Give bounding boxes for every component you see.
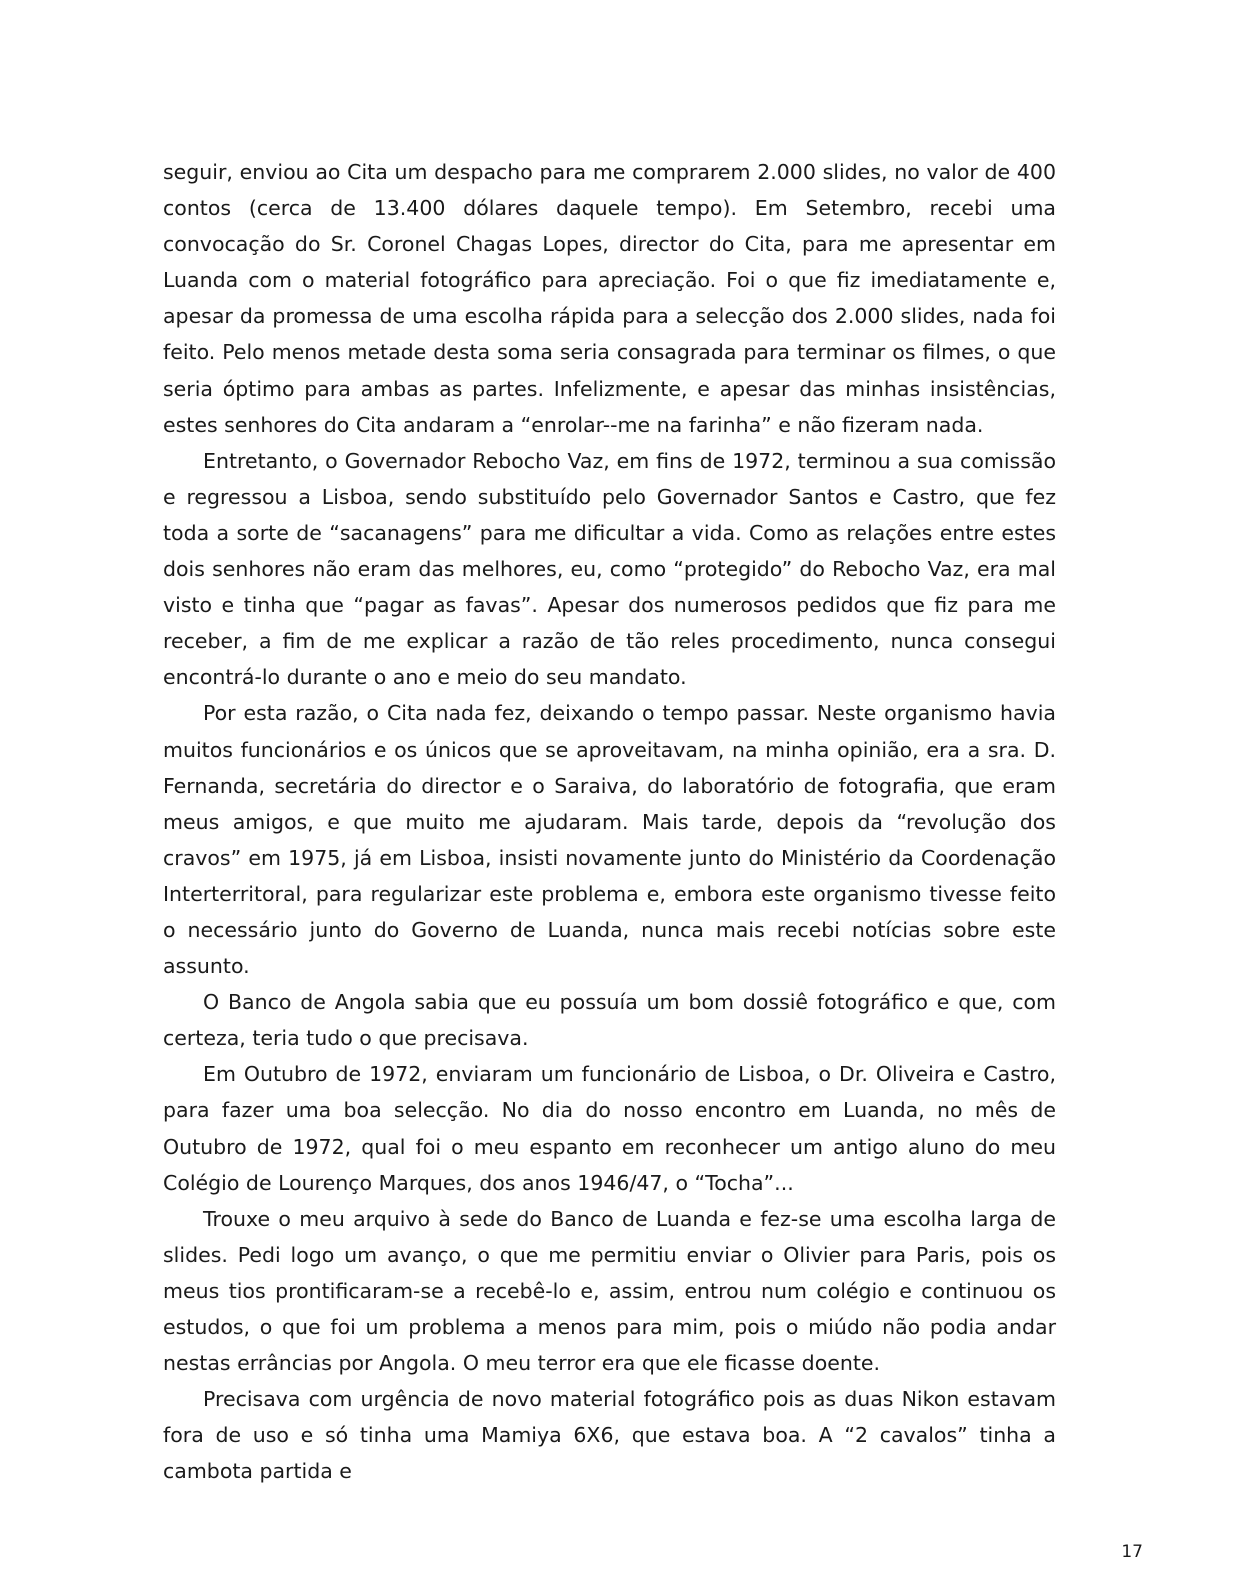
paragraph: O Banco de Angola sabia que eu possuía um bom dossiê fotográfico e que, com certeza, teria tudo o que precisava. [163,990,1056,1051]
paragraph: Entretanto, o Governador Rebocho Vaz, em fins de 1972, terminou a sua comissão e regressou a Lisboa, sendo substituído pelo Governador Santos e Castro, que fez toda a sorte de “sacanagens” para me dificultar a vida. Como as relações entre estes dois senhores não eram das melhores, eu, como “protegido” do Rebocho Vaz, era mal visto e tinha que “pagar as favas”. Apesar dos numerosos pedidos que fiz para me receber, a fim de me explicar a razão de tão reles procedimento, nunca consegui encontrá-lo durante o ano e meio do seu mandato. [163,448,1056,690]
paragraph: Por esta razão, o Cita nada fez, deixando o tempo passar. Neste organismo havia muitos funcionários e os únicos que se aproveitavam, na minha opinião, era a sra. D. Fernanda, secretária do director e o Saraiva, do laboratório de fotografia, que eram meus amigos, e que muito me ajudaram. Mais tarde, depois da “revolução dos cravos” em 1975, já em Lisboa, insisti novamente junto do Ministério da Coordenação Interterritoral, para regularizar este problema e, embora este organismo tivesse feito o necessário junto do Governo de Luanda, nunca mais recebi notícias sobre este assunto. [163,701,1056,979]
paragraph: Precisava com urgência de novo material fotográfico pois as duas Nikon estavam fora de uso e só tinha uma Mamiya 6X6, que estava boa. A “2 cavalos” tinha a cambota partida e [163,1387,1056,1484]
paragraph: Em Outubro de 1972, enviaram um funcionário de Lisboa, o Dr. Oliveira e Castro, para fazer uma boa selecção. No dia do nosso encontro em Luanda, no mês de Outubro de 1972, qual foi o meu espanto em reconhecer um antigo aluno do meu Colégio de Lourenço Marques, dos anos 1946/47, o “Tocha”... [163,1062,1056,1195]
page-number: 17 [1121,1542,1143,1562]
body-text [163,154,1056,1489]
paragraph: Trouxe o meu arquivo à sede do Banco de Luanda e fez-se uma escolha larga de slides. Pedi logo um avanço, o que me permitiu enviar o Olivier para Paris, pois os meus tios prontificaram-se a recebê-lo e, assim, entrou num colégio e continuou os estudos, o que foi um problema a menos para mim, pois o miúdo não podia andar nestas errâncias por Angola. O meu terror era que ele ficasse doente. [163,1206,1056,1376]
paragraph: seguir, enviou ao Cita um despacho para me comprarem 2.000 slides, no valor de 400 contos (cerca de 13.400 dólares daquele tempo). Em Setembro, recebi uma convocação do Sr. Coronel Chagas Lopes, director do Cita, para me apresentar em Luanda com o material fotográfico para apreciação. Foi o que fiz imediatamente e, apesar da promessa de uma escolha rápida para a selecção dos 2.000 slides, nada foi feito. Pelo menos metade desta soma seria consagrada para terminar os filmes, o que seria óptimo para ambas as partes. Infelizmente, e apesar das minhas insistências, estes senhores do Cita andaram a “enrolar--me na farinha” e não fizeram nada. [163,160,1056,437]
